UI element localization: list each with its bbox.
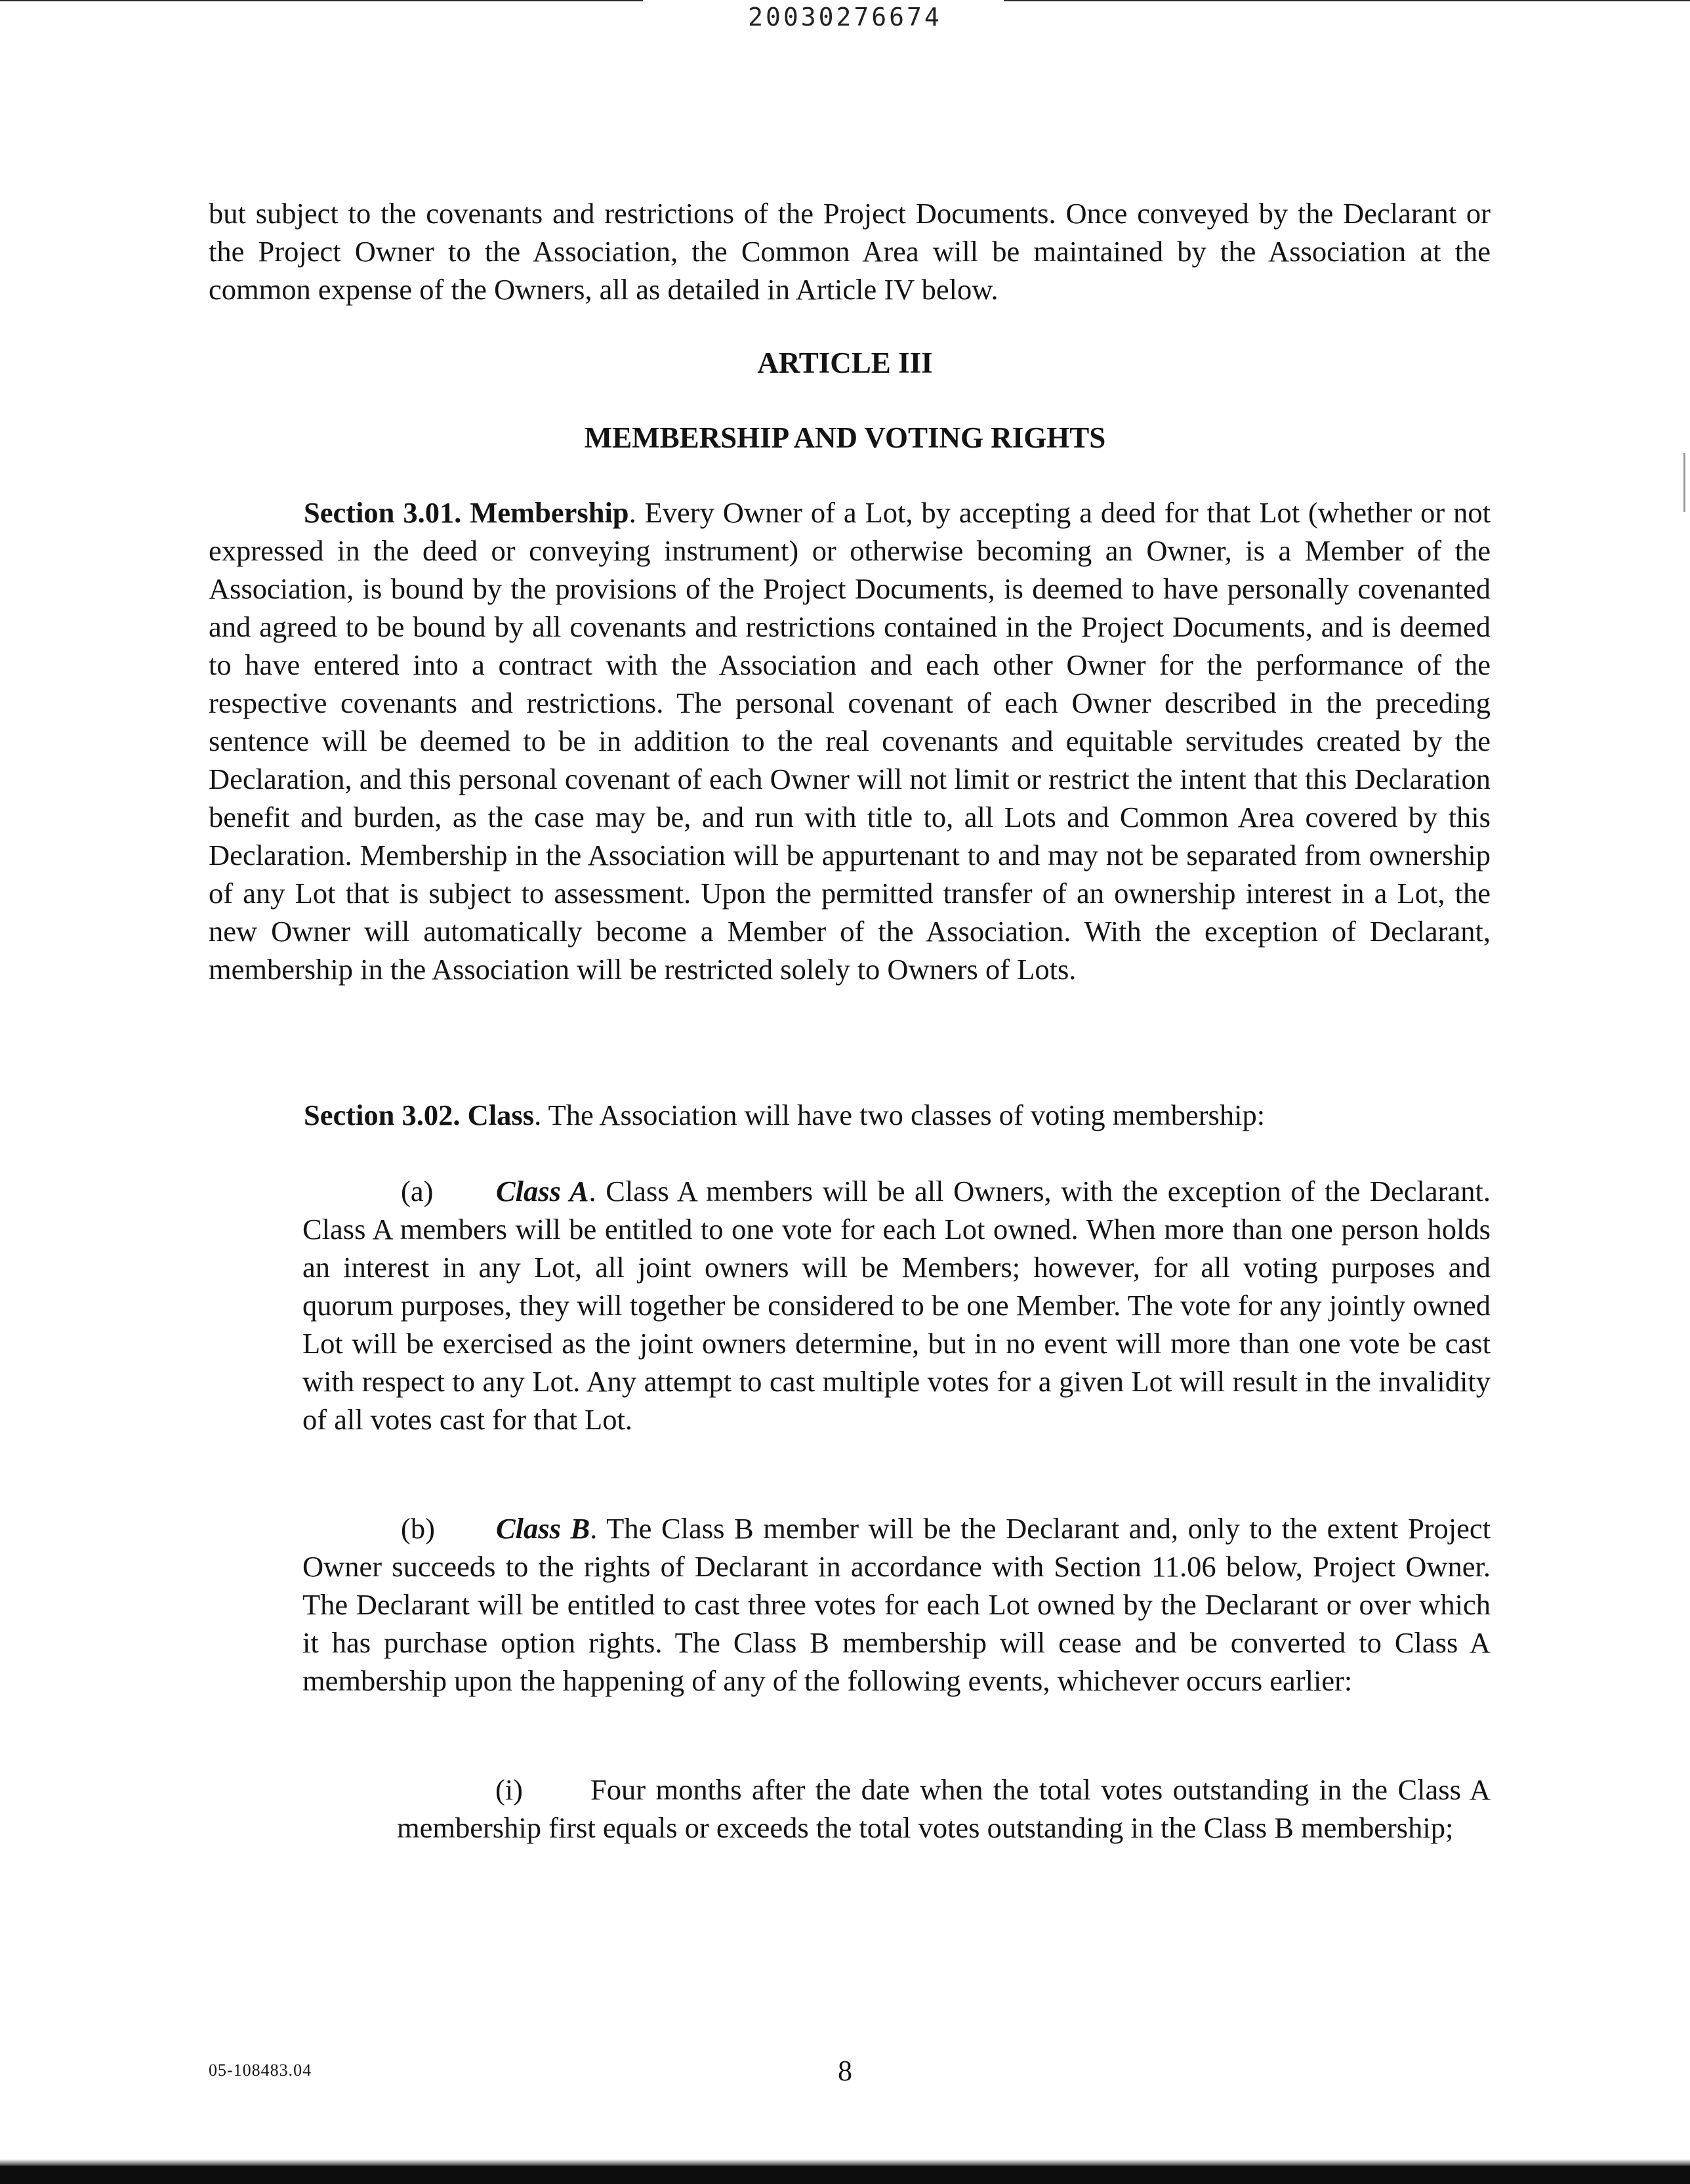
section-3-01-text: . Every Owner of a Lot, by accepting a deed for that Lot (whether or not expressed in the deed or conveying instrument) or otherwise becoming an Owner, is a Member of the Association, is bound by the provisions of the Project Documents, is deemed to have personally covenanted and agreed to be bound by all covenants and restrictions contained in the Project Documents, and is deemed to have entered into a contract with the Association and each other Owner for the performance of the respective covenants and restrictions. The personal covenant of each Owner described in the preceding sentence will be deemed to be in addition to the real covenants and equitable servitudes created by the Declaration, and this personal covenant of each Owner will not limit or restrict the intent that this Declaration benefit and burden, as the case may be, and run with title to, all Lots and Common Area covered by this Declaration. Membership in the Association will be appurtenant to and may not be separated from ownership of any Lot that is subject to assessment. Upon the permitted transfer of an ownership interest in a Lot, the new Owner will automatically become a Member of the Association. With the exception of Declarant, membership in the Association will be restricted solely to Owners of Lots. [209,496,1491,986]
event-i-marker: (i) [495,1773,524,1806]
section-3-01-paragraph [209,494,1491,988]
scan-edge-line [1004,0,1690,1]
event-i-paragraph [397,1771,1491,1847]
class-b-body [302,1509,1491,1700]
article-title: MEMBERSHIP AND VOTING RIGHTS [584,421,1106,454]
scan-bottom-bar [0,2166,1690,2184]
page-number: 8 [838,2055,852,2087]
class-b-paragraph [302,1509,1491,1700]
class-b-marker: (b) [401,1512,435,1545]
class-b-text: . The Class B member will be the Declarant and, only to the extent Project Owner succeeds to the rights of Declarant in accordance with Section 11.06 below, Project Owner. The Declarant will be entitled to cast three votes for each Lot owned by the Declarant or over which it has purchase option rights. The Class B membership will cease and be converted to Class A membership upon the happening of any of the following events, whichever occurs earlier: [302,1512,1491,1697]
section-3-01-body [209,494,1491,988]
scan-margin-mark [1683,453,1685,512]
class-b-heading: Class B [496,1512,590,1545]
scan-edge-line [0,0,643,1]
scan-bottom-edge [0,2159,1690,2166]
recording-number: 20030276674 [748,3,942,32]
event-i-body [397,1771,1491,1847]
article-number: ARTICLE III [757,346,933,379]
class-a-body [302,1172,1491,1438]
intro-text: but subject to the covenants and restrictions of the Project Documents. Once conveyed by the Declarant or the Project Owner to the Association, the Common Area will be maintained by the Association at the common expense of the Owners, all as detailed in Article IV below. [209,197,1491,306]
class-a-heading: Class A [496,1175,589,1208]
section-3-02-text: . The Association will have two classes of voting membership: [534,1099,1266,1131]
section-3-01-heading: Section 3.01. Membership [304,496,629,529]
intro-paragraph [209,194,1491,308]
section-3-02-heading: Section 3.02. Class [304,1099,535,1131]
section-3-02-body [209,1096,1491,1134]
footer-document-id: 05-108483.04 [209,2061,312,2080]
class-a-paragraph [302,1172,1491,1438]
class-a-marker: (a) [401,1175,434,1208]
event-i-text: Four months after the date when the total votes outstanding in the Class A membership first equals or exceeds the total votes outstanding in the Class B membership; [397,1773,1491,1844]
section-3-02-paragraph [209,1096,1491,1134]
class-a-text: . Class A members will be all Owners, with the exception of the Declarant. Class A members will be entitled to one vote for each Lot owned. When more than one person holds an interest in any Lot, all joint owners will be Members; however, for all voting purposes and quorum purposes, they will together be considered to be one Member. The vote for any jointly owned Lot will be exercised as the joint owners determine, but in no event will more than one vote be cast with respect to any Lot. Any attempt to cast multiple votes for a given Lot will result in the invalidity of all votes cast for that Lot. [302,1175,1491,1436]
